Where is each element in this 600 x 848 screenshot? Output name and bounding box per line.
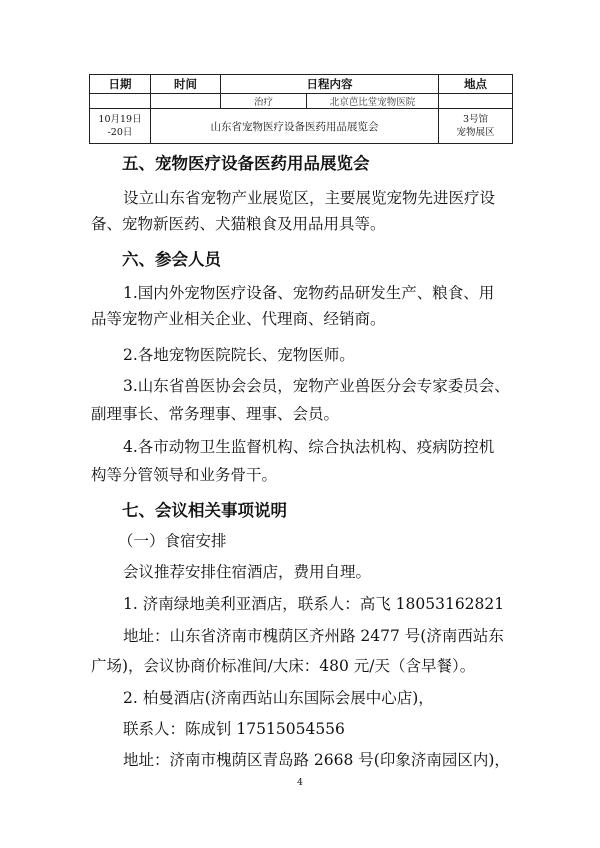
header-content: 日程内容	[221, 75, 439, 94]
paragraph-line: 2.各地宠物医院院长、宠物医师。	[123, 346, 355, 364]
page-number: 4	[297, 778, 303, 788]
subsection-heading: （一）食宿安排	[118, 532, 227, 550]
table-row	[90, 94, 513, 109]
header-location: 地点	[439, 75, 513, 94]
location-line: 3号馆	[462, 114, 489, 125]
paragraph-line: 地址：山东省济南市槐荫区齐州路 2477 号(济南西站东	[123, 627, 504, 645]
paragraph-line: 1.国内外宠物医疗设备、宠物药品研发生产、粮食、用	[123, 284, 495, 302]
cell-event: 山东省宠物医疗设备医药用品展览会	[151, 109, 439, 144]
paragraph-line: 备、宠物新医药、犬猫粮食及用品用具等。	[91, 215, 386, 233]
section-heading: 五、宠物医疗设备医药用品展览会	[122, 154, 370, 173]
paragraph-line: 4.各市动物卫生监督机构、综合执法机构、疫病防控机	[123, 438, 495, 456]
section-heading: 六、参会人员	[122, 250, 221, 269]
table-row	[90, 109, 513, 144]
location-line: 宠物展区	[456, 127, 495, 138]
paragraph-line: 3.山东省兽医协会会员，宠物产业兽医分会专家委员会、	[123, 377, 510, 395]
cell-location	[439, 94, 513, 109]
date-line: 10月19日	[98, 114, 142, 125]
cell-date	[90, 94, 151, 109]
paragraph-line: 地址：济南市槐荫区青岛路 2668 号(印象济南园区内)，	[123, 751, 510, 769]
header-time: 时间	[151, 75, 221, 94]
paragraph-line: 设立山东省宠物产业展览区，主要展览宠物先进医疗设	[123, 189, 496, 207]
schedule-table	[89, 74, 513, 144]
paragraph-line: 广场)，会议协商价标准间/大床：480 元/天（含早餐）。	[91, 657, 476, 675]
paragraph-line: 2. 柏曼酒店(济南西站山东国际会展中心店)，	[123, 689, 434, 707]
cell-location	[439, 109, 513, 144]
paragraph-line: 副理事长、常务理事、理事、会员。	[91, 405, 340, 423]
paragraph-line: 联系人：陈成钊 17515054556	[123, 720, 345, 738]
paragraph-line: 构等分管领导和业务骨干。	[91, 466, 278, 484]
header-date: 日期	[90, 75, 151, 94]
date-line: -20日	[107, 127, 133, 138]
paragraph-line: 品等宠物产业相关企业、代理商、经销商。	[91, 310, 386, 328]
paragraph-line: 1. 济南绿地美利亚酒店，联系人：高飞 18053162821	[123, 595, 505, 613]
table-header-row	[90, 75, 513, 94]
cell-date	[90, 109, 151, 144]
cell-time	[151, 94, 221, 109]
cell-content-a: 治疗	[221, 94, 307, 109]
cell-content-b: 北京芭比堂宠物医院	[307, 94, 439, 109]
paragraph-line: 会议推荐安排住宿酒店，费用自理。	[123, 563, 372, 581]
section-heading: 七、会议相关事项说明	[122, 501, 287, 520]
